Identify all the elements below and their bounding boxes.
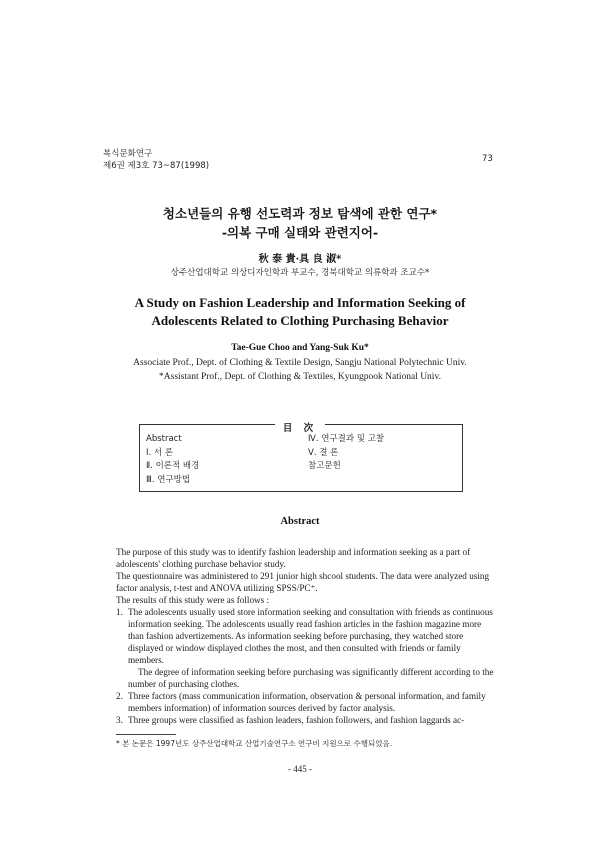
- page-number: 73: [482, 154, 493, 164]
- toc-left-column: [146, 433, 199, 487]
- english-title-line1: A Study on Fashion Leadership and Information Seeking of: [134, 295, 466, 310]
- journal-name: 복식문화연구: [103, 149, 153, 159]
- english-title: [0, 294, 600, 330]
- list-item: [116, 606, 496, 666]
- affiliation-line2: *Assistant Prof., Dept. of Clothing & Textiles, Kyungpook National Univ.: [159, 372, 441, 382]
- footnote: * 본 논문은 1997년도 상주산업대학교 산업기술연구소 연구비 지원으로 수행되었음.: [116, 739, 393, 748]
- list-text: The degree of information seeking before purchasing was significantly different according to the number of purchasing clothes.: [128, 667, 494, 689]
- list-item: [116, 666, 496, 690]
- english-authors: Tae-Gue Choo and Yang-Suk Ku*: [231, 343, 369, 353]
- page-footer-number: - 445 -: [288, 764, 312, 774]
- korean-title-line1: 청소년들의 유행 선도력과 정보 탐색에 관한 연구*: [162, 206, 438, 221]
- list-text: The adolescents usually used store information seeking and consultation with friends as continuous information seeking. The adolescents usually read fashion articles in the fashion magazine more than fashion advertizements. As information seeking before purchasing, they watched store displayed or window displayed clothes the most, and then consulted with friends or family members.: [128, 607, 493, 665]
- korean-authors: 秋 泰 貴·具 良 淑*: [258, 254, 342, 265]
- affiliation-line1: Associate Prof., Dept. of Clothing & Textile Design, Sangju National Polytechnic Univ.: [133, 358, 467, 368]
- abstract-paragraph: The questionnaire was administered to 291 junior high shcool students. The data were analyzed using factor analysis, t-test and ANOVA utilizing SPSS/PC⁺.: [116, 571, 490, 593]
- toc-item: Ⅱ. 이론적 배경: [146, 461, 200, 471]
- results-list: [116, 606, 496, 726]
- list-number: 1.: [116, 607, 123, 617]
- korean-title: [0, 204, 600, 242]
- english-affiliation: [0, 356, 600, 384]
- list-item: [116, 714, 496, 726]
- toc-heading: 目 次: [275, 423, 325, 434]
- abstract-paragraph: The results of this study were as follows :: [116, 595, 270, 605]
- toc-item: Ⅳ. 연구결과 및 고찰: [308, 434, 385, 444]
- footnote-divider: [116, 734, 176, 735]
- korean-affiliation: 상주산업대학교 의상디자인학과 부교수, 경북대학교 의류학과 조교수*: [170, 268, 430, 278]
- toc-item: Abstract: [146, 434, 182, 444]
- toc-item: Ⅲ. 연구방법: [146, 474, 191, 485]
- abstract-paragraph: The purpose of this study was to identify fashion leadership and information seeking as a part of adolescents' clothing purchase behavior study.: [116, 547, 471, 569]
- toc-right-column: [308, 433, 384, 474]
- list-item: [116, 690, 496, 714]
- list-text: Three groups were classified as fashion leaders, fashion followers, and fashion laggards ac-: [128, 715, 465, 725]
- abstract-heading: Abstract: [280, 516, 320, 527]
- abstract-body: [116, 546, 496, 726]
- list-number: 2.: [116, 691, 123, 701]
- list-text: Three factors (mass communication information, observation & personal information, and family members information) of information sources derived by factor analysis.: [128, 691, 486, 713]
- toc-heading-wrap: [0, 416, 600, 435]
- list-number: 3.: [116, 715, 123, 725]
- toc-item: 참고문헌: [308, 461, 341, 471]
- english-title-line2: Adolescents Related to Clothing Purchasing Behavior: [151, 313, 449, 328]
- journal-header: [103, 148, 209, 172]
- toc-item: Ⅴ. 결 론: [308, 447, 339, 458]
- toc-item: Ⅰ. 서 론: [146, 447, 174, 458]
- korean-title-line2: -의복 구매 실태와 관련지어-: [221, 225, 379, 240]
- volume-info: 제6권 제3호 73~87(1998): [103, 161, 210, 171]
